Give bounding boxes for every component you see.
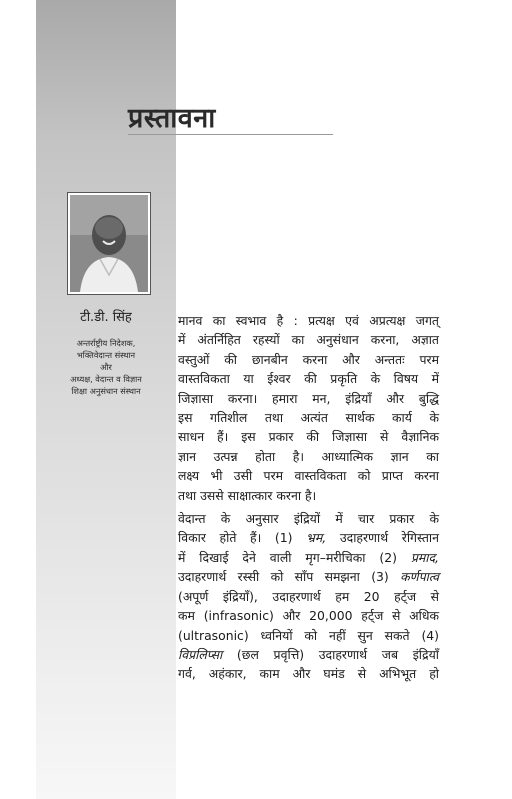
paragraph-1 <box>178 311 439 505</box>
author-photo <box>68 193 150 294</box>
author-role-line: और <box>100 362 112 372</box>
author-portrait-icon <box>70 195 148 292</box>
text-line: वस्तुओं की छानबीन करना और अन्ततः परम <box>178 351 439 367</box>
text-line: विकार होते हैं। (1) भ्रम, उदाहरणार्थ रेगिस्तान <box>178 530 439 546</box>
text-line: लक्ष्य भी उसी परम वास्तविकता को प्राप्त करना <box>178 468 439 484</box>
text-line: उदाहरणार्थ रस्सी को साँप समझना (3) कर्णपात्व <box>178 569 439 585</box>
text-line: गर्व, अहंकार, काम और घमंड से अभिभूत हो <box>178 666 439 682</box>
author-role-line: शिक्षा अनुसंधान संस्थान <box>71 386 141 396</box>
text-line: वेदान्त के अनुसार इंद्रियों में चार प्रकार के <box>178 511 439 527</box>
text-line: विप्रलिप्सा (छल प्रवृत्ति) उदाहरणार्थ जब इंद्रियाँ <box>178 646 439 662</box>
text-line: तथा उससे साक्षात्कार करना है। <box>178 487 317 503</box>
text-line: मानव का स्वभाव है : प्रत्यक्ष एवं अप्रत्यक्ष जगत् <box>178 313 439 328</box>
text-line: जिज्ञासा करना। हमारा मन, इंद्रियाँ और बुद्धि <box>178 390 439 406</box>
author-role-line: अन्तर्राष्ट्रीय निदेशक, <box>76 338 136 348</box>
body-text <box>178 311 439 684</box>
text-line: कम (infrasonic) और 20,000 हर्ट्ज से अधिक <box>178 608 439 624</box>
paragraph-2 <box>178 509 439 684</box>
text-line: साधन हैं। इस प्रकार की जिज्ञासा से वैज्ञानिक <box>178 429 439 445</box>
text-line: में अंतर्निहित रहस्यों का अनुसंधान करना, अज्ञात <box>178 332 439 348</box>
page-title: प्रस्तावना <box>128 103 216 134</box>
text-line: में दिखाई देने वाली मृग–मरीचिका (2) प्रमाद, <box>178 549 439 565</box>
text-line: ज्ञान उत्पन्न होता है। आध्यात्मिक ज्ञान का <box>178 448 439 464</box>
title-underline <box>128 134 333 135</box>
author-role-line: भक्तिवेदान्त संस्थान <box>76 350 136 360</box>
text-line: इस गतिशील तथा अत्यंत सार्थक कार्य के <box>178 410 439 426</box>
text-line: (ultrasonic) ध्वनियों को नहीं सुन सकते (4) <box>178 627 439 643</box>
author-name: टी.डी. सिंह <box>80 310 132 325</box>
author-role-line: अध्यक्ष, वेदान्त व विज्ञान <box>70 374 142 384</box>
author-designation <box>36 337 176 397</box>
text-line: (अपूर्ण इंद्रियाँ), उदाहरणार्थ हम 20 हर्ट्ज से <box>178 588 439 604</box>
text-line: वास्तविकता या ईश्वर की प्रकृति के विषय में <box>178 371 439 387</box>
